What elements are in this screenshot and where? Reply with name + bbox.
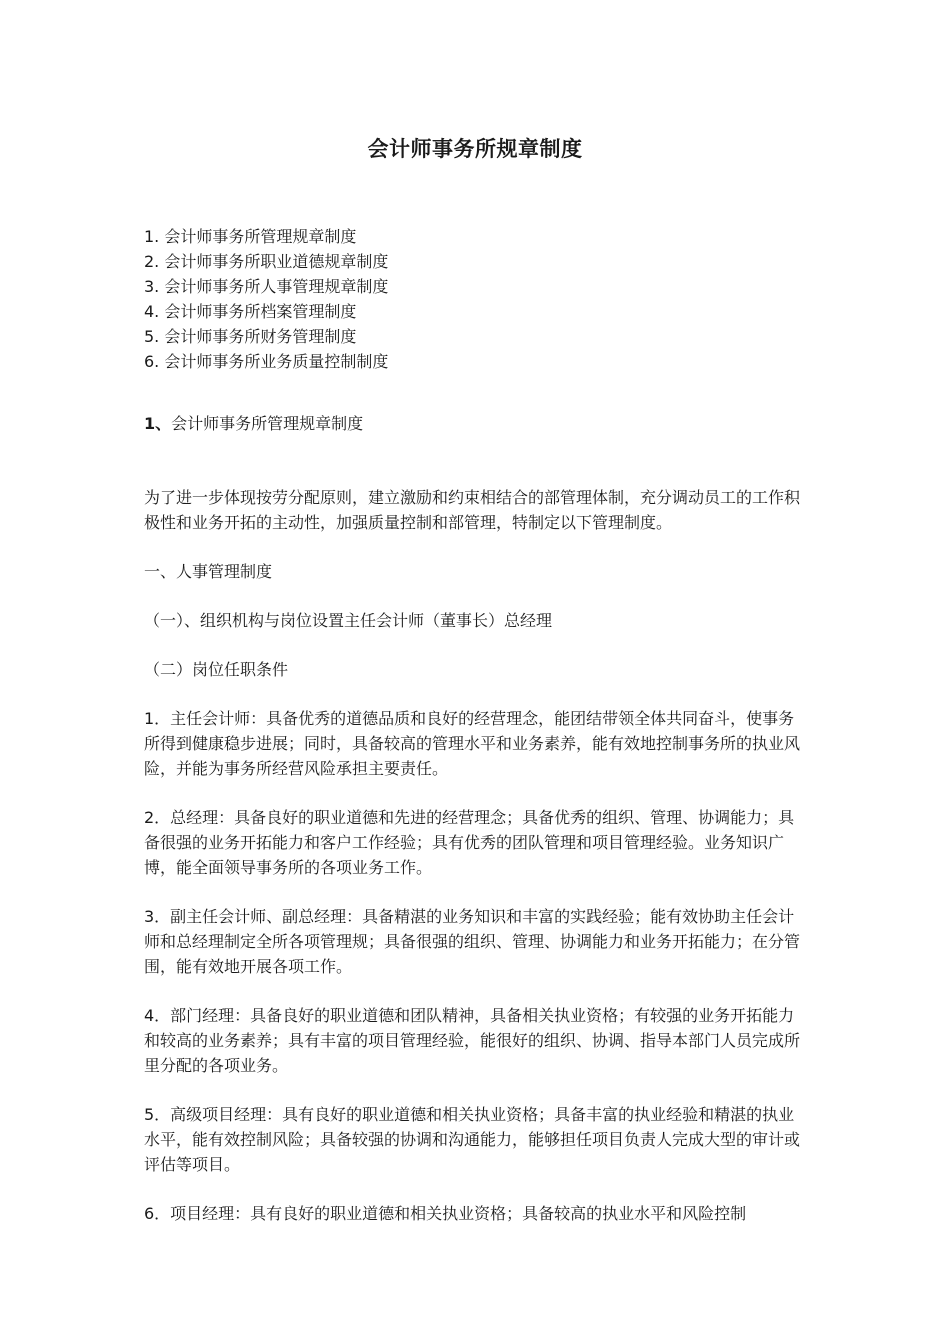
subsection-title: （一）、组织机构与岗位设置主任会计师（董事长）总经理 (144, 611, 553, 630)
toc-item: 3. 会计师事务所人事管理规章制度 (144, 277, 389, 296)
toc-item: 1. 会计师事务所管理规章制度 (144, 227, 357, 246)
section-heading (144, 411, 808, 436)
section-number: 1、 (144, 414, 172, 433)
table-of-contents (144, 224, 388, 374)
subsection-title: （二）岗位任职条件 (144, 660, 289, 679)
document-title: 会计师事务所规章制度 (367, 137, 583, 161)
list-item: 5．高级项目经理：具有良好的职业道德和相关执业资格；具备丰富的执业经验和精湛的执业水平，能有效控制风险；具备较强的协调和沟通能力，能够担任项目负责人完成大型的审计或评估等项目。 (144, 1105, 801, 1174)
list-item: 6．项目经理：具有良好的职业道德和相关执业资格；具备较高的执业水平和风险控制 (144, 1204, 747, 1223)
list-item: 4．部门经理：具备良好的职业道德和团队精神，具备相关执业资格；有较强的业务开拓能力和较高的业务素养；具有丰富的项目管理经验，能很好的组织、协调、指导本部门人员完成所里分配的各项业务。 (144, 1006, 801, 1075)
list-item: 1．主任会计师：具备优秀的道德品质和良好的经营理念，能团结带领全体共同奋斗，使事务所得到健康稳步进展；同时，具备较高的管理水平和业务素养，能有效地控制事务所的执业风险，并能为事务所经营风险承担主要责任。 (144, 709, 801, 778)
intro-paragraph: 为了进一步体现按劳分配原则，建立激励和约束相结合的部管理体制，充分调动员工的工作积极性和业务开拓的主动性，加强质量控制和部管理，特制定以下管理制度。 (144, 488, 801, 532)
toc-item: 4. 会计师事务所档案管理制度 (144, 302, 357, 321)
toc-item: 6. 会计师事务所业务质量控制制度 (144, 352, 389, 371)
toc-item: 2. 会计师事务所职业道德规章制度 (144, 252, 389, 271)
section-heading-text: 会计师事务所管理规章制度 (171, 414, 364, 433)
list-item: 2．总经理：具备良好的职业道德和先进的经营理念；具备优秀的组织、管理、协调能力；具备很强的业务开拓能力和客户工作经验；具有优秀的团队管理和项目管理经验。业务知识广博，能全面领导事务所的各项业务工作。 (144, 808, 795, 877)
section-1-content (144, 411, 808, 1226)
part-title: 一、人事管理制度 (144, 562, 273, 581)
toc-item: 5. 会计师事务所财务管理制度 (144, 327, 357, 346)
list-item: 3．副主任会计师、副总经理：具备精湛的业务知识和丰富的实践经验；能有效协助主任会计师和总经理制定全所各项管理规；具备很强的组织、管理、协调能力和业务开拓能力；在分管围，能有效地开展各项工作。 (144, 907, 801, 976)
